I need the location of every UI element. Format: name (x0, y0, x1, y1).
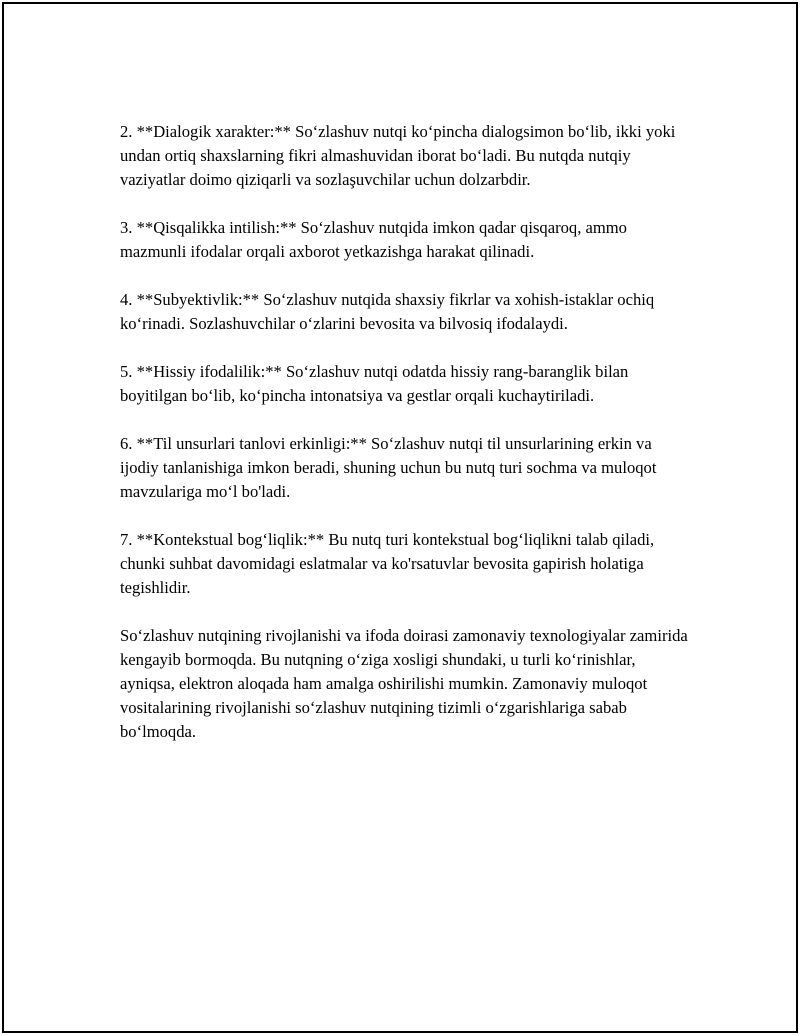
paragraph-til-unsurlari: 6. **Til unsurlari tanlovi erkinligi:** So‘zlashuv nutqi til unsurlarining erkin va ijodiy tanlanishiga imkon beradi, shuning uchun bu nutq turi sochma va muloqot mavzulariga mo‘l bo'ladi. (120, 434, 657, 501)
paragraph-subyektivlik: 4. **Subyektivlik:** So‘zlashuv nutqida shaxsiy fikrlar va xohish-istaklar ochiq ko‘rinadi. Sozlashuvchilar o‘zlarini bevosita va bilvosiq ifodalaydi. (120, 290, 655, 333)
paragraph-kontekstual-bogliqlik: 7. **Kontekstual bog‘liqlik:** Bu nutq turi kontekstual bog‘liqlikni talab qiladi, chunki suhbat davomidagi eslatmalar va ko'rsatuvlar bevosita gapirish holatiga tegishlidir. (120, 530, 655, 597)
document-body (120, 120, 690, 768)
document-page (2, 2, 798, 1033)
paragraph-dialogik-xarakter: 2. **Dialogik xarakter:** So‘zlashuv nutqi ko‘pincha dialogsimon bo‘lib, ikki yoki undan ortiq shaxslarning fikri almashuvidan iborat bo‘ladi. Bu nutqda nutqiy vaziyatlar doimo qiziqarli va sozlaşuvchilar uchun dolzarbdir. (120, 122, 676, 189)
paragraph-qisqalikka-intilish: 3. **Qisqalikka intilish:** So‘zlashuv nutqida imkon qadar qisqaroq, ammo mazmunli ifodalar orqali axborot yetkazishga harakat qilinadi. (120, 218, 627, 261)
paragraph-conclusion: So‘zlashuv nutqining rivojlanishi va ifoda doirasi zamonaviy texnologiyalar zamirida kengayib bormoqda. Bu nutqning o‘ziga xosligi shundaki, u turli ko‘rinishlar, ayniqsa, elektron aloqada ham amalga oshirilishi mumkin. Zamonaviy muloqot vositalarining rivojlanishi so‘zlashuv nutqining tizimli o‘zgarishlariga sabab bo‘lmoqda. (120, 626, 688, 741)
paragraph-hissiy-ifodalilik: 5. **Hissiy ifodalilik:** So‘zlashuv nutqi odatda hissiy rang-baranglik bilan boyitilgan bo‘lib, ko‘pincha intonatsiya va gestlar orqali kuchaytiriladi. (120, 362, 629, 405)
